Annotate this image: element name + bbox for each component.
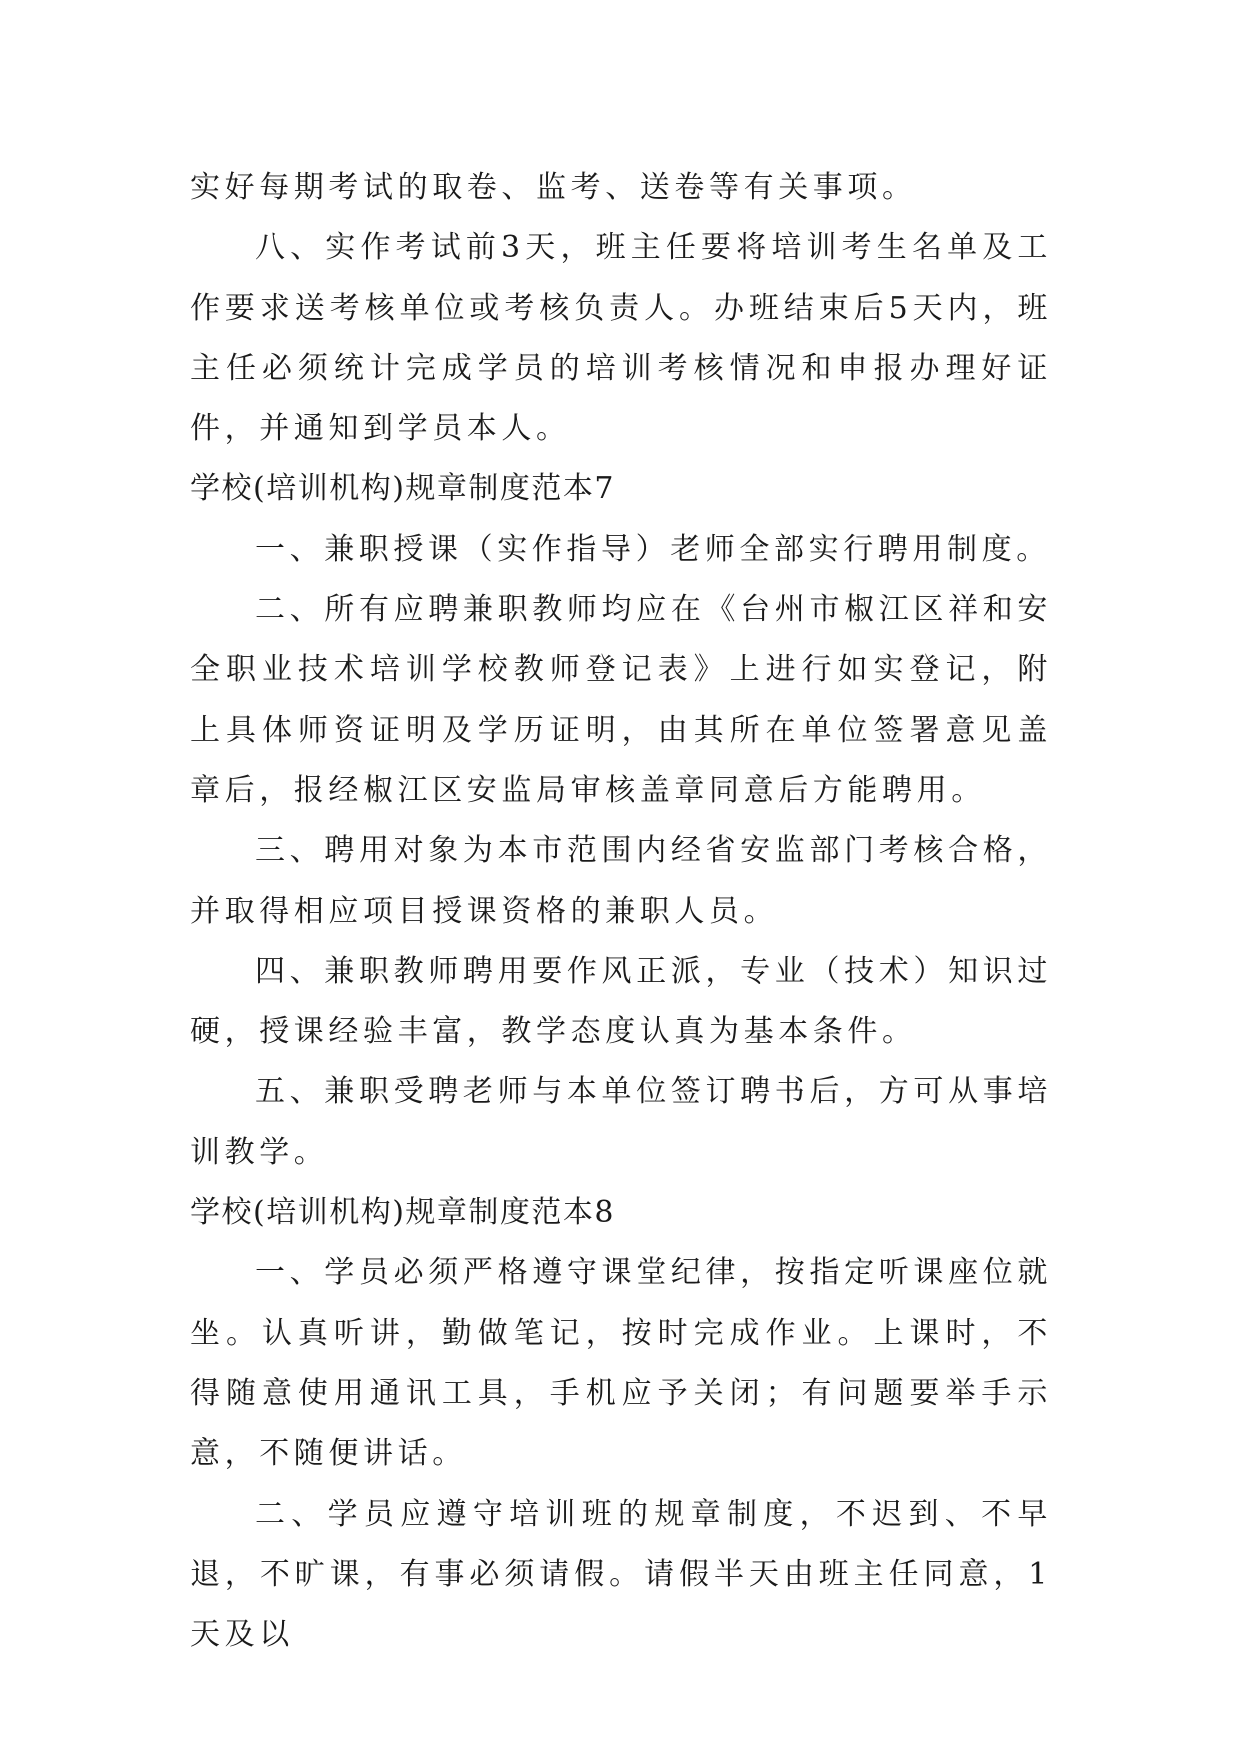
- paragraph-item-3: 三、聘用对象为本市范围内经省安监部门考核合格，并取得相应项目授课资格的兼职人员。: [190, 833, 1052, 929]
- paragraph-item-2: 二、所有应聘兼职教师均应在《台州市椒江区祥和安全职业技术培训学校教师登记表》上进行如实登记，附上具体师资证明及学历证明，由其所在单位签署意见盖章后，报经椒江区安监局审核盖章同意后方能聘用。: [190, 592, 1052, 808]
- paragraph-item-5: 五、兼职受聘老师与本单位签订聘书后，方可从事培训教学。: [190, 1074, 1052, 1170]
- paragraph-item-4: 四、兼职教师聘用要作风正派，专业（技术）知识过硬，授课经验丰富，教学态度认真为基本条件。: [190, 953, 1052, 1050]
- document-body: [190, 158, 1052, 1665]
- paragraph-item-1: 一、学员必须严格遵守课堂纪律，按指定听课座位就坐。认真听讲，勤做笔记，按时完成作业。上课时，不得随意使用通讯工具，手机应予关闭；有问题要举手示意，不随便讲话。: [190, 1255, 1052, 1472]
- section-heading-8: 学校(培训机构)规章制度范本8: [190, 1195, 615, 1231]
- paragraph-continuation: 实好每期考试的取卷、监考、送卷等有关事项。: [190, 170, 917, 205]
- paragraph-item-8: 八、实作考试前3天，班主任要将培训考生名单及工作要求送考核单位或考核负责人。办班结束后5天内，班主任必须统计完成学员的培训考核情况和申报办理好证件，并通知到学员本人。: [190, 230, 1052, 447]
- paragraph-item-2: 二、学员应遵守培训班的规章制度，不迟到、不早退，不旷课，有事必须请假。请假半天由班主任同意，1天及以: [190, 1496, 1052, 1653]
- paragraph-item-1: 一、兼职授课（实作指导）老师全部实行聘用制度。: [255, 531, 1051, 567]
- section-heading-7: 学校(培训机构)规章制度范本7: [190, 471, 615, 507]
